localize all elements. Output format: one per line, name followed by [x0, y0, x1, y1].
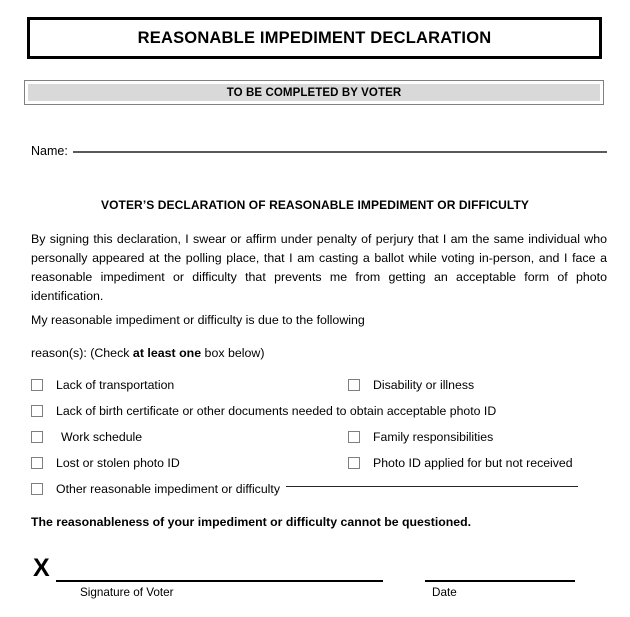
checkbox-option-family-responsibilities[interactable] — [348, 430, 493, 444]
subheader-fill — [28, 84, 600, 101]
checkbox-option-photo-id-applied-not-received[interactable] — [348, 456, 573, 470]
signature-x-mark: X — [33, 554, 50, 582]
subheader-label: TO BE COMPLETED BY VOTER — [226, 86, 402, 99]
checkbox-option-other-reasonable-impediment[interactable] — [31, 482, 578, 496]
checkbox-icon[interactable] — [31, 379, 43, 391]
reason-instruction-text — [31, 346, 264, 360]
signature-input-line[interactable] — [56, 580, 383, 582]
reasonableness-notice: The reasonableness of your impediment or difficulty cannot be questioned. — [31, 515, 472, 529]
checkbox-label: Lack of birth certificate or other documents needed to obtain acceptable photo ID — [56, 404, 497, 418]
checkbox-label: Work schedule — [61, 430, 143, 444]
section-heading: VOTER’S DECLARATION OF REASONABLE IMPEDIMENT OR DIFFICULTY — [100, 198, 530, 212]
date-input-line[interactable] — [425, 580, 575, 582]
reason-instruction-prefix: reason(s): (Check — [31, 346, 133, 360]
checkbox-row — [0, 430, 630, 456]
name-label: Name: — [31, 144, 68, 158]
declaration-paragraph: By signing this declaration, I swear or affirm under penalty of perjury that I am the same individual who personally appeared at the polling place, that I am casting a ballot while voting in-person, and I face a reasonable impediment or difficulty that prevents me from getting an acceptable form of photo identification. — [31, 232, 607, 303]
checkbox-label: Other reasonable impediment or difficulty — [56, 482, 280, 496]
checkbox-label: Photo ID applied for but not received — [373, 456, 573, 470]
name-field-row — [31, 144, 607, 158]
reason-instruction-emphasis: at least one — [132, 346, 202, 360]
checkbox-icon[interactable] — [348, 431, 360, 443]
checkbox-label: Disability or illness — [373, 378, 475, 392]
checkbox-option-work-schedule[interactable] — [31, 430, 142, 444]
checkbox-icon[interactable] — [348, 379, 360, 391]
checkbox-option-disability-or-illness[interactable] — [348, 378, 474, 392]
signature-caption: Signature of Voter — [80, 586, 174, 599]
reason-instruction-suffix: box below) — [201, 346, 265, 360]
form-title-box — [27, 17, 602, 59]
checkbox-icon[interactable] — [31, 483, 43, 495]
impediment-options-group — [0, 378, 630, 508]
checkbox-option-lack-of-transportation[interactable] — [31, 378, 174, 392]
checkbox-row — [0, 482, 630, 508]
checkbox-option-lack-of-birth-certificate[interactable] — [31, 404, 496, 418]
reason-intro-text: My reasonable impediment or difficulty is due to the following — [31, 313, 365, 327]
checkbox-icon[interactable] — [31, 405, 43, 417]
checkbox-icon[interactable] — [348, 457, 360, 469]
checkbox-label: Lost or stolen photo ID — [56, 456, 180, 470]
checkbox-label: Lack of transportation — [56, 378, 175, 392]
checkbox-option-lost-or-stolen-photo-id[interactable] — [31, 456, 180, 470]
checkbox-icon[interactable] — [31, 431, 43, 443]
other-reason-input-line[interactable] — [286, 486, 578, 487]
form-title: REASONABLE IMPEDIMENT DECLARATION — [137, 28, 492, 47]
subheader-bar — [24, 80, 604, 105]
checkbox-label: Family responsibilities — [373, 430, 494, 444]
checkbox-row — [0, 456, 630, 482]
checkbox-row — [0, 404, 630, 430]
name-input-line[interactable] — [73, 151, 607, 153]
checkbox-icon[interactable] — [31, 457, 43, 469]
checkbox-row — [0, 378, 630, 404]
date-caption: Date — [432, 586, 457, 599]
